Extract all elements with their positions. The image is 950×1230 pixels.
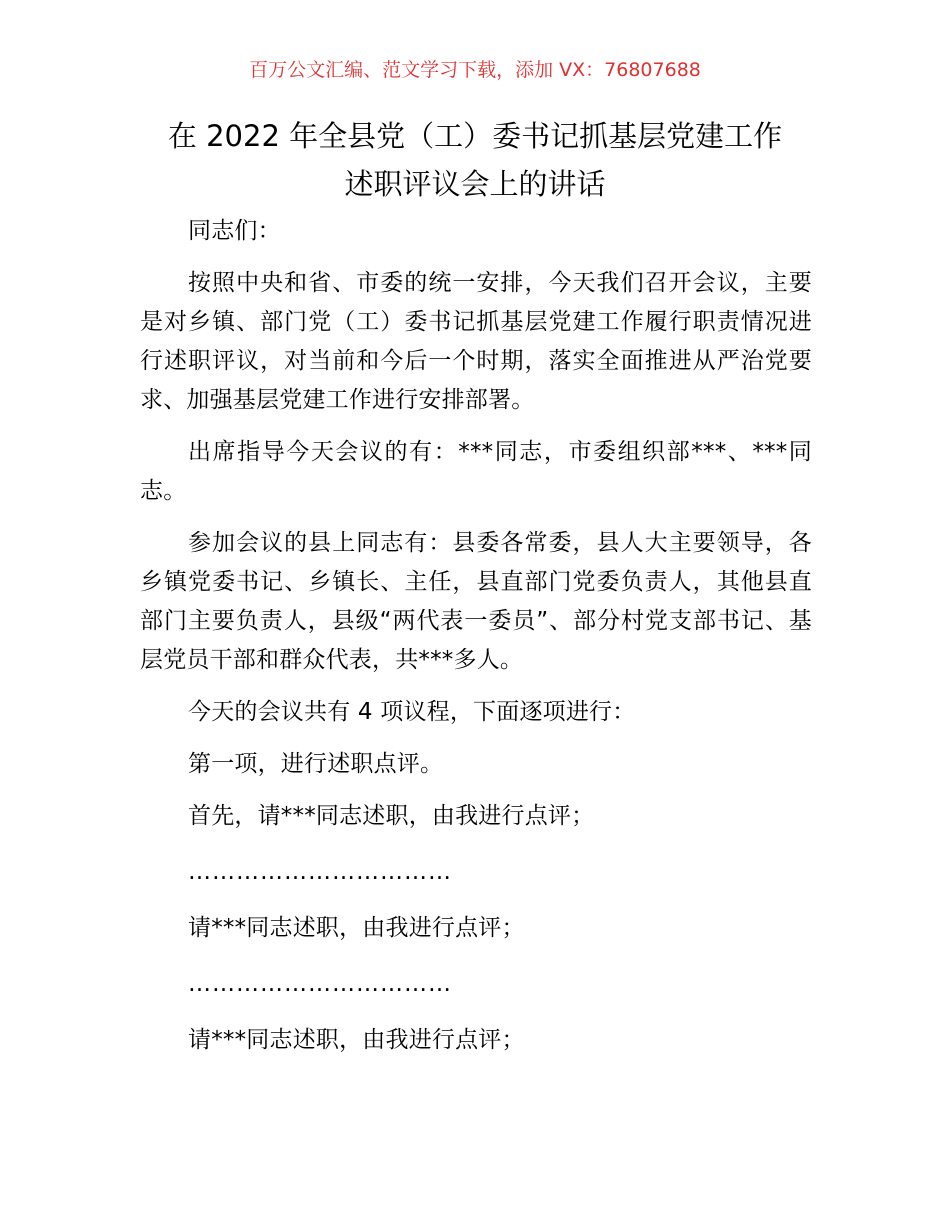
speaker-line-3: 请***同志述职，由我进行点评；	[188, 1027, 525, 1053]
speaker-line-2: 请***同志述职，由我进行点评；	[188, 915, 525, 941]
paragraph-intro: 按照中央和省、市委的统一安排，今天我们召开会议，主要是对乡镇、部门党（工）委书记抓基层党建工作履行职责情况进行述职评议，对当前和今后一个时期，落实全面推进从严治党要求、加强基层党建工作进行安排部署。	[140, 270, 812, 413]
paragraph-agenda: 今天的会议共有 4 项议程，下面逐项进行：	[188, 699, 636, 725]
ellipsis-line-2: ……………………………	[188, 971, 452, 997]
agenda-item-1: 第一项，进行述职点评。	[188, 751, 444, 777]
ellipsis-line-1: ……………………………	[188, 859, 452, 885]
speaker-line-1: 首先，请***同志述职，由我进行点评；	[188, 803, 595, 829]
title-line-1: 在 2022 年全县党（工）委书记抓基层党建工作	[167, 119, 783, 153]
document-title	[120, 112, 830, 208]
title-line-2: 述职评议会上的讲话	[344, 167, 606, 201]
paragraph-attendees-guests: 出席指导今天会议的有：***同志，市委组织部***、***同志。	[140, 439, 812, 504]
paragraph-attendees-county: 参加会议的县上同志有：县委各常委，县人大主要领导，各乡镇党委书记、乡镇长、主任，县直部门党委负责人，其他县直部门主要负责人，县级“两代表一委员”、部分村党支部书记、基层党员干部和群众代表，共***多人。	[140, 530, 812, 673]
salutation: 同志们：	[188, 218, 281, 244]
header-banner: 百万公文汇编、范文学习下载，添加 VX：76807688	[249, 59, 701, 81]
document-body	[140, 212, 812, 1073]
